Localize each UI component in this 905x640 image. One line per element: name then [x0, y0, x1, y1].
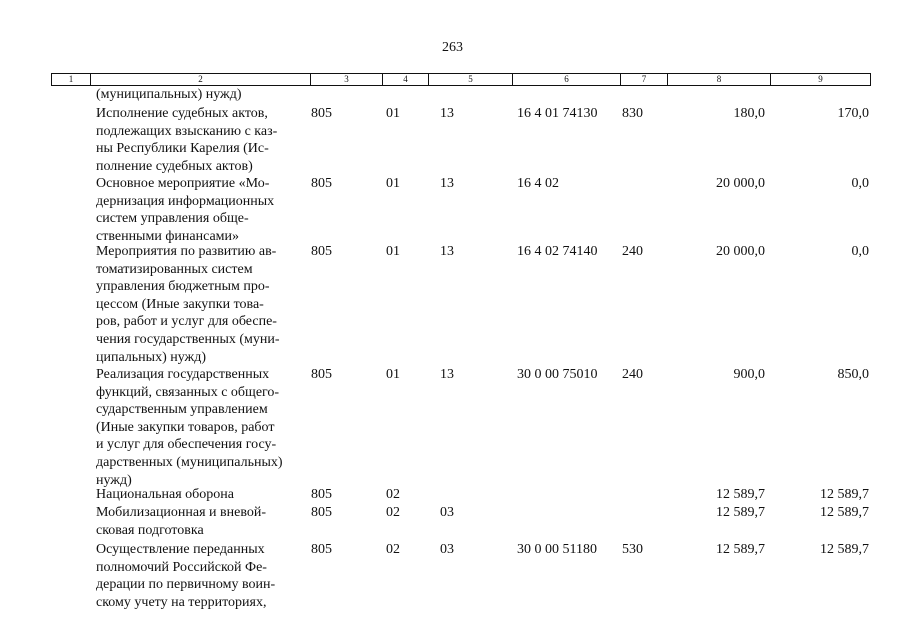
expense-type-cell: 530 [622, 542, 643, 557]
row-name-line: управления бюджетным про- [96, 279, 270, 295]
code-cell: 805 [311, 244, 332, 259]
amount-col9-cell: 0,0 [851, 244, 869, 259]
target-article-cell: 16 4 01 74130 [517, 106, 598, 121]
subsection-cell: 03 [440, 542, 454, 557]
subsection-cell: 13 [440, 176, 454, 191]
row-name-line: Национальная оборона [96, 487, 234, 502]
amount-col8-cell: 12 589,7 [716, 542, 765, 557]
target-article-cell: 16 4 02 74140 [517, 244, 598, 259]
row-name-line: (муниципальных) нужд) [96, 87, 242, 102]
row-name-line: ственными финансами» [96, 228, 240, 244]
row-name-line: ципальных) нужд) [96, 349, 207, 365]
section-cell: 01 [386, 244, 400, 259]
expense-type-cell: 240 [622, 244, 643, 259]
subsection-cell: 13 [440, 106, 454, 121]
row-name-line: систем управления обще- [96, 211, 249, 227]
code-cell: 805 [311, 542, 332, 557]
code-cell: 805 [311, 176, 332, 191]
row-name-line: Мобилизационная и вневой- [96, 505, 267, 520]
row-name-line: чения государственных (муни- [96, 332, 280, 347]
column-header-6: 6 [513, 74, 621, 85]
row-name-line: Осуществление переданных [96, 542, 265, 557]
section-cell: 02 [386, 505, 400, 520]
row-name-line: томатизированных систем [96, 261, 253, 277]
code-cell: 805 [311, 367, 332, 382]
page-number: 263 [442, 40, 463, 55]
row-name-line: полномочий Российской Фе- [96, 559, 267, 575]
column-header-5: 5 [429, 74, 513, 85]
amount-col9-cell: 12 589,7 [820, 505, 869, 520]
row-name-line: дернизация информационных [96, 193, 275, 209]
amount-col8-cell: 12 589,7 [716, 487, 765, 502]
amount-col8-cell: 20 000,0 [716, 176, 765, 191]
row-name-line: Мероприятия по развитию ав- [96, 244, 277, 259]
column-header-9: 9 [818, 74, 823, 84]
section-cell: 01 [386, 367, 400, 382]
amount-col9-cell: 12 589,7 [820, 542, 869, 557]
row-name-line: сударственным управлением [96, 402, 268, 418]
amount-col8-cell: 900,0 [733, 367, 765, 382]
section-cell: 01 [386, 176, 400, 191]
column-header-3: 3 [311, 74, 383, 85]
section-cell: 02 [386, 542, 400, 557]
expense-type-cell: 240 [622, 367, 643, 382]
row-name-line: подлежащих взысканию с каз- [96, 123, 278, 139]
amount-col8-cell: 180,0 [733, 106, 765, 121]
column-header-1: 1 [52, 74, 91, 85]
amount-col8-cell: 20 000,0 [716, 244, 765, 259]
target-article-cell: 30 0 00 75010 [517, 367, 598, 382]
amount-col9-cell: 170,0 [837, 106, 869, 121]
code-cell: 805 [311, 106, 332, 121]
row-name-line: функций, связанных с общего- [96, 384, 280, 400]
row-name-line: дарственных (муниципальных) [96, 455, 283, 470]
row-name-line: Реализация государственных [96, 367, 270, 382]
row-name-line: полнение судебных актов) [96, 158, 253, 174]
section-cell: 01 [386, 106, 400, 121]
row-name-line: ны Республики Карелия (Ис- [96, 141, 269, 157]
row-name-line: нужд) [96, 472, 132, 488]
column-header-8: 8 [668, 74, 771, 85]
row-name-line: ров, работ и услуг для обеспе- [96, 314, 277, 330]
subsection-cell: 03 [440, 505, 454, 520]
amount-col9-cell: 0,0 [851, 176, 869, 191]
row-name-line: и услуг для обеспечения госу- [96, 437, 277, 453]
code-cell: 805 [311, 487, 332, 502]
row-name-line: дерации по первичному воин- [96, 577, 276, 593]
row-name-line: скому учету на территориях, [96, 594, 267, 610]
subsection-cell: 13 [440, 244, 454, 259]
subsection-cell: 13 [440, 367, 454, 382]
code-cell: 805 [311, 505, 332, 520]
row-name-line: сковая подготовка [96, 522, 204, 538]
row-name-line: (Иные закупки товаров, работ [96, 419, 275, 435]
column-number-header [51, 73, 871, 86]
section-cell: 02 [386, 487, 400, 502]
row-name-line: Основное мероприятие «Мо- [96, 176, 270, 191]
amount-col8-cell: 12 589,7 [716, 505, 765, 520]
target-article-cell: 30 0 00 51180 [517, 542, 597, 557]
expense-type-cell: 830 [622, 106, 643, 121]
column-header-4: 4 [383, 74, 429, 85]
row-name-line: цессом (Иные закупки това- [96, 296, 264, 312]
column-header-2: 2 [91, 74, 311, 85]
amount-col9-cell: 850,0 [837, 367, 869, 382]
row-name-line: Исполнение судебных актов, [96, 106, 268, 121]
amount-col9-cell: 12 589,7 [820, 487, 869, 502]
column-header-7: 7 [621, 74, 668, 85]
target-article-cell: 16 4 02 [517, 176, 559, 191]
